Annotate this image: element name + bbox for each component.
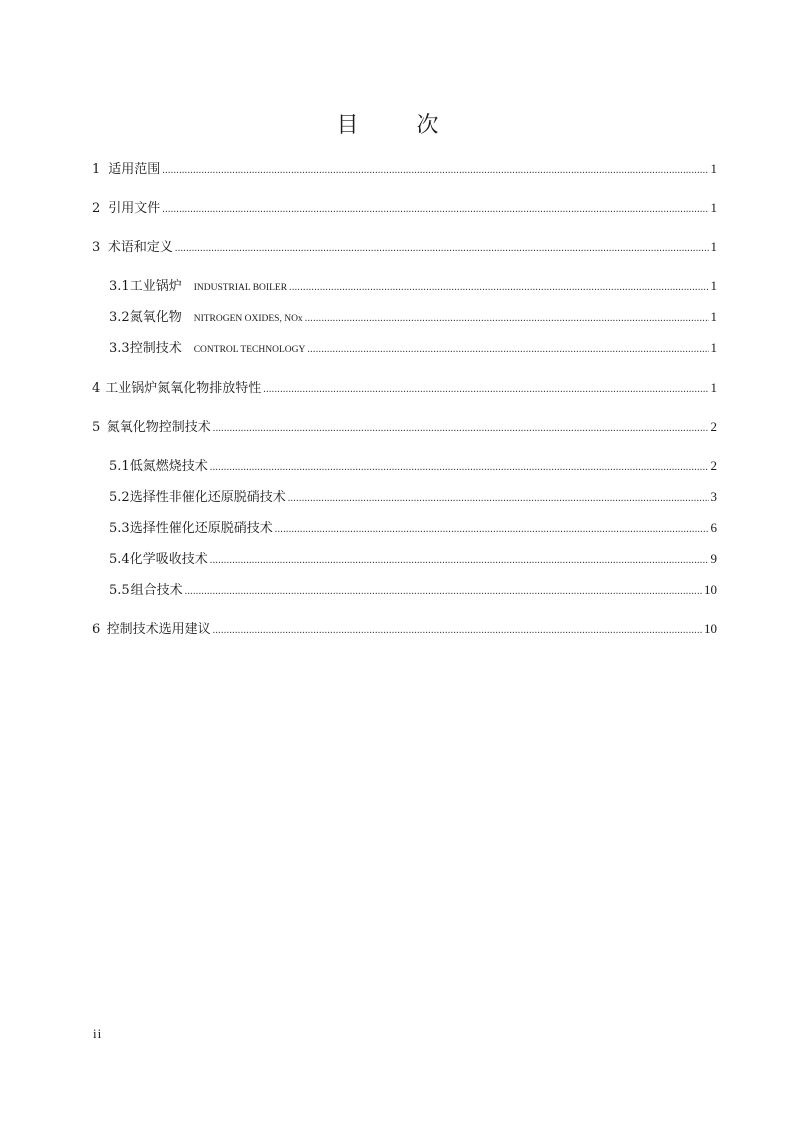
toc-entry-5-1[interactable] (109, 457, 717, 475)
toc-leader-dots (305, 310, 709, 328)
toc-entry-label: 组合技术 (130, 583, 183, 598)
toc-entry-page: 10 (704, 621, 717, 636)
toc-entry-page: 10 (704, 582, 717, 597)
toc-entry-label: 引用文件 (108, 201, 161, 216)
toc-entry-3[interactable] (92, 238, 717, 256)
toc-entry-page: 1 (710, 161, 717, 176)
toc-entry-label: 适用范围 (108, 162, 161, 177)
toc-leader-dots (213, 622, 702, 640)
toc-leader-dots (185, 583, 702, 601)
toc-entry-label: 术语和定义 (107, 240, 173, 255)
toc-entry-number: 5.2 (109, 490, 130, 505)
toc-leader-dots (289, 279, 708, 297)
toc-entry-3-3[interactable] (109, 339, 717, 357)
toc-entry-page: 1 (710, 380, 717, 395)
toc-entry-5-5[interactable] (109, 581, 717, 599)
toc-leader-dots (210, 459, 709, 477)
toc-entry-label: 控制技术选用建议 (106, 622, 211, 637)
toc-entry-page: 1 (710, 309, 717, 324)
toc-entry-label: 选择性催化还原脱硝技术 (129, 521, 273, 536)
toc-entry-number: 2 (92, 201, 101, 216)
toc-leader-dots (210, 552, 709, 570)
toc-leader-dots (162, 201, 708, 219)
toc-entry-number: 5 (92, 420, 101, 435)
toc-entry-label: 工业锅炉 (129, 279, 182, 294)
toc-entry-number: 3.3 (109, 341, 130, 356)
toc-entry-english: INDUSTRIAL BOILER (193, 283, 288, 293)
toc-entry-label: 氮氧化物 (129, 310, 182, 325)
toc-entry-page: 3 (710, 489, 717, 504)
page-footer-number: ii (93, 1026, 103, 1041)
toc-leader-dots (175, 240, 709, 258)
toc-entry-number: 6 (92, 622, 101, 637)
toc-entry-page: 1 (710, 239, 717, 254)
toc-entry-1[interactable] (92, 160, 717, 178)
toc-leader-dots (307, 341, 708, 359)
toc-title: 目 次 (336, 113, 457, 138)
toc-entry-number: 5.5 (109, 583, 130, 598)
toc-entry-6[interactable] (92, 620, 717, 638)
toc-entry-4[interactable] (92, 379, 717, 397)
toc-entry-label: 选择性非催化还原脱硝技术 (129, 490, 286, 505)
toc-entry-5-2[interactable] (109, 488, 717, 506)
toc-entry-english: NITROGEN OXIDES, NOx (193, 314, 303, 324)
toc-entry-page: 1 (710, 200, 717, 215)
toc-entry-label: 氮氧化物控制技术 (106, 420, 211, 435)
toc-entry-number: 3.1 (109, 279, 130, 294)
toc-entry-number: 1 (92, 162, 101, 177)
toc-entry-5[interactable] (92, 418, 717, 436)
toc-entry-5-3[interactable] (109, 519, 717, 537)
toc-entry-page: 1 (710, 340, 717, 355)
toc-entry-number: 5.3 (109, 521, 130, 536)
toc-entry-2[interactable] (92, 199, 717, 217)
toc-entry-page: 6 (710, 520, 717, 535)
toc-entry-page: 9 (710, 551, 717, 566)
toc-entry-page: 1 (710, 278, 717, 293)
toc-entry-number: 3 (92, 240, 101, 255)
toc-entry-3-1[interactable] (109, 277, 717, 295)
toc-leader-dots (275, 521, 709, 539)
toc-entry-3-2[interactable] (109, 308, 717, 326)
toc-entry-number: 3.2 (109, 310, 130, 325)
toc-entry-label: 化学吸收技术 (129, 552, 208, 567)
toc-leader-dots (213, 420, 709, 438)
toc-entry-page: 2 (710, 458, 717, 473)
toc-entry-number: 5.4 (109, 552, 130, 567)
toc-entry-label: 低氮燃烧技术 (129, 459, 208, 474)
toc-entry-number: 5.1 (109, 459, 130, 474)
toc-entry-page: 2 (710, 419, 717, 434)
toc-leader-dots (162, 162, 708, 180)
toc-leader-dots (288, 490, 709, 508)
toc-entry-5-4[interactable] (109, 550, 717, 568)
toc-entry-number: 4 (92, 381, 101, 396)
toc-entry-english: CONTROL TECHNOLOGY (193, 345, 306, 355)
toc-leader-dots (263, 381, 708, 399)
toc-entry-label: 工业锅炉氮氧化物排放特性 (105, 381, 262, 396)
toc-entry-label: 控制技术 (129, 341, 182, 356)
